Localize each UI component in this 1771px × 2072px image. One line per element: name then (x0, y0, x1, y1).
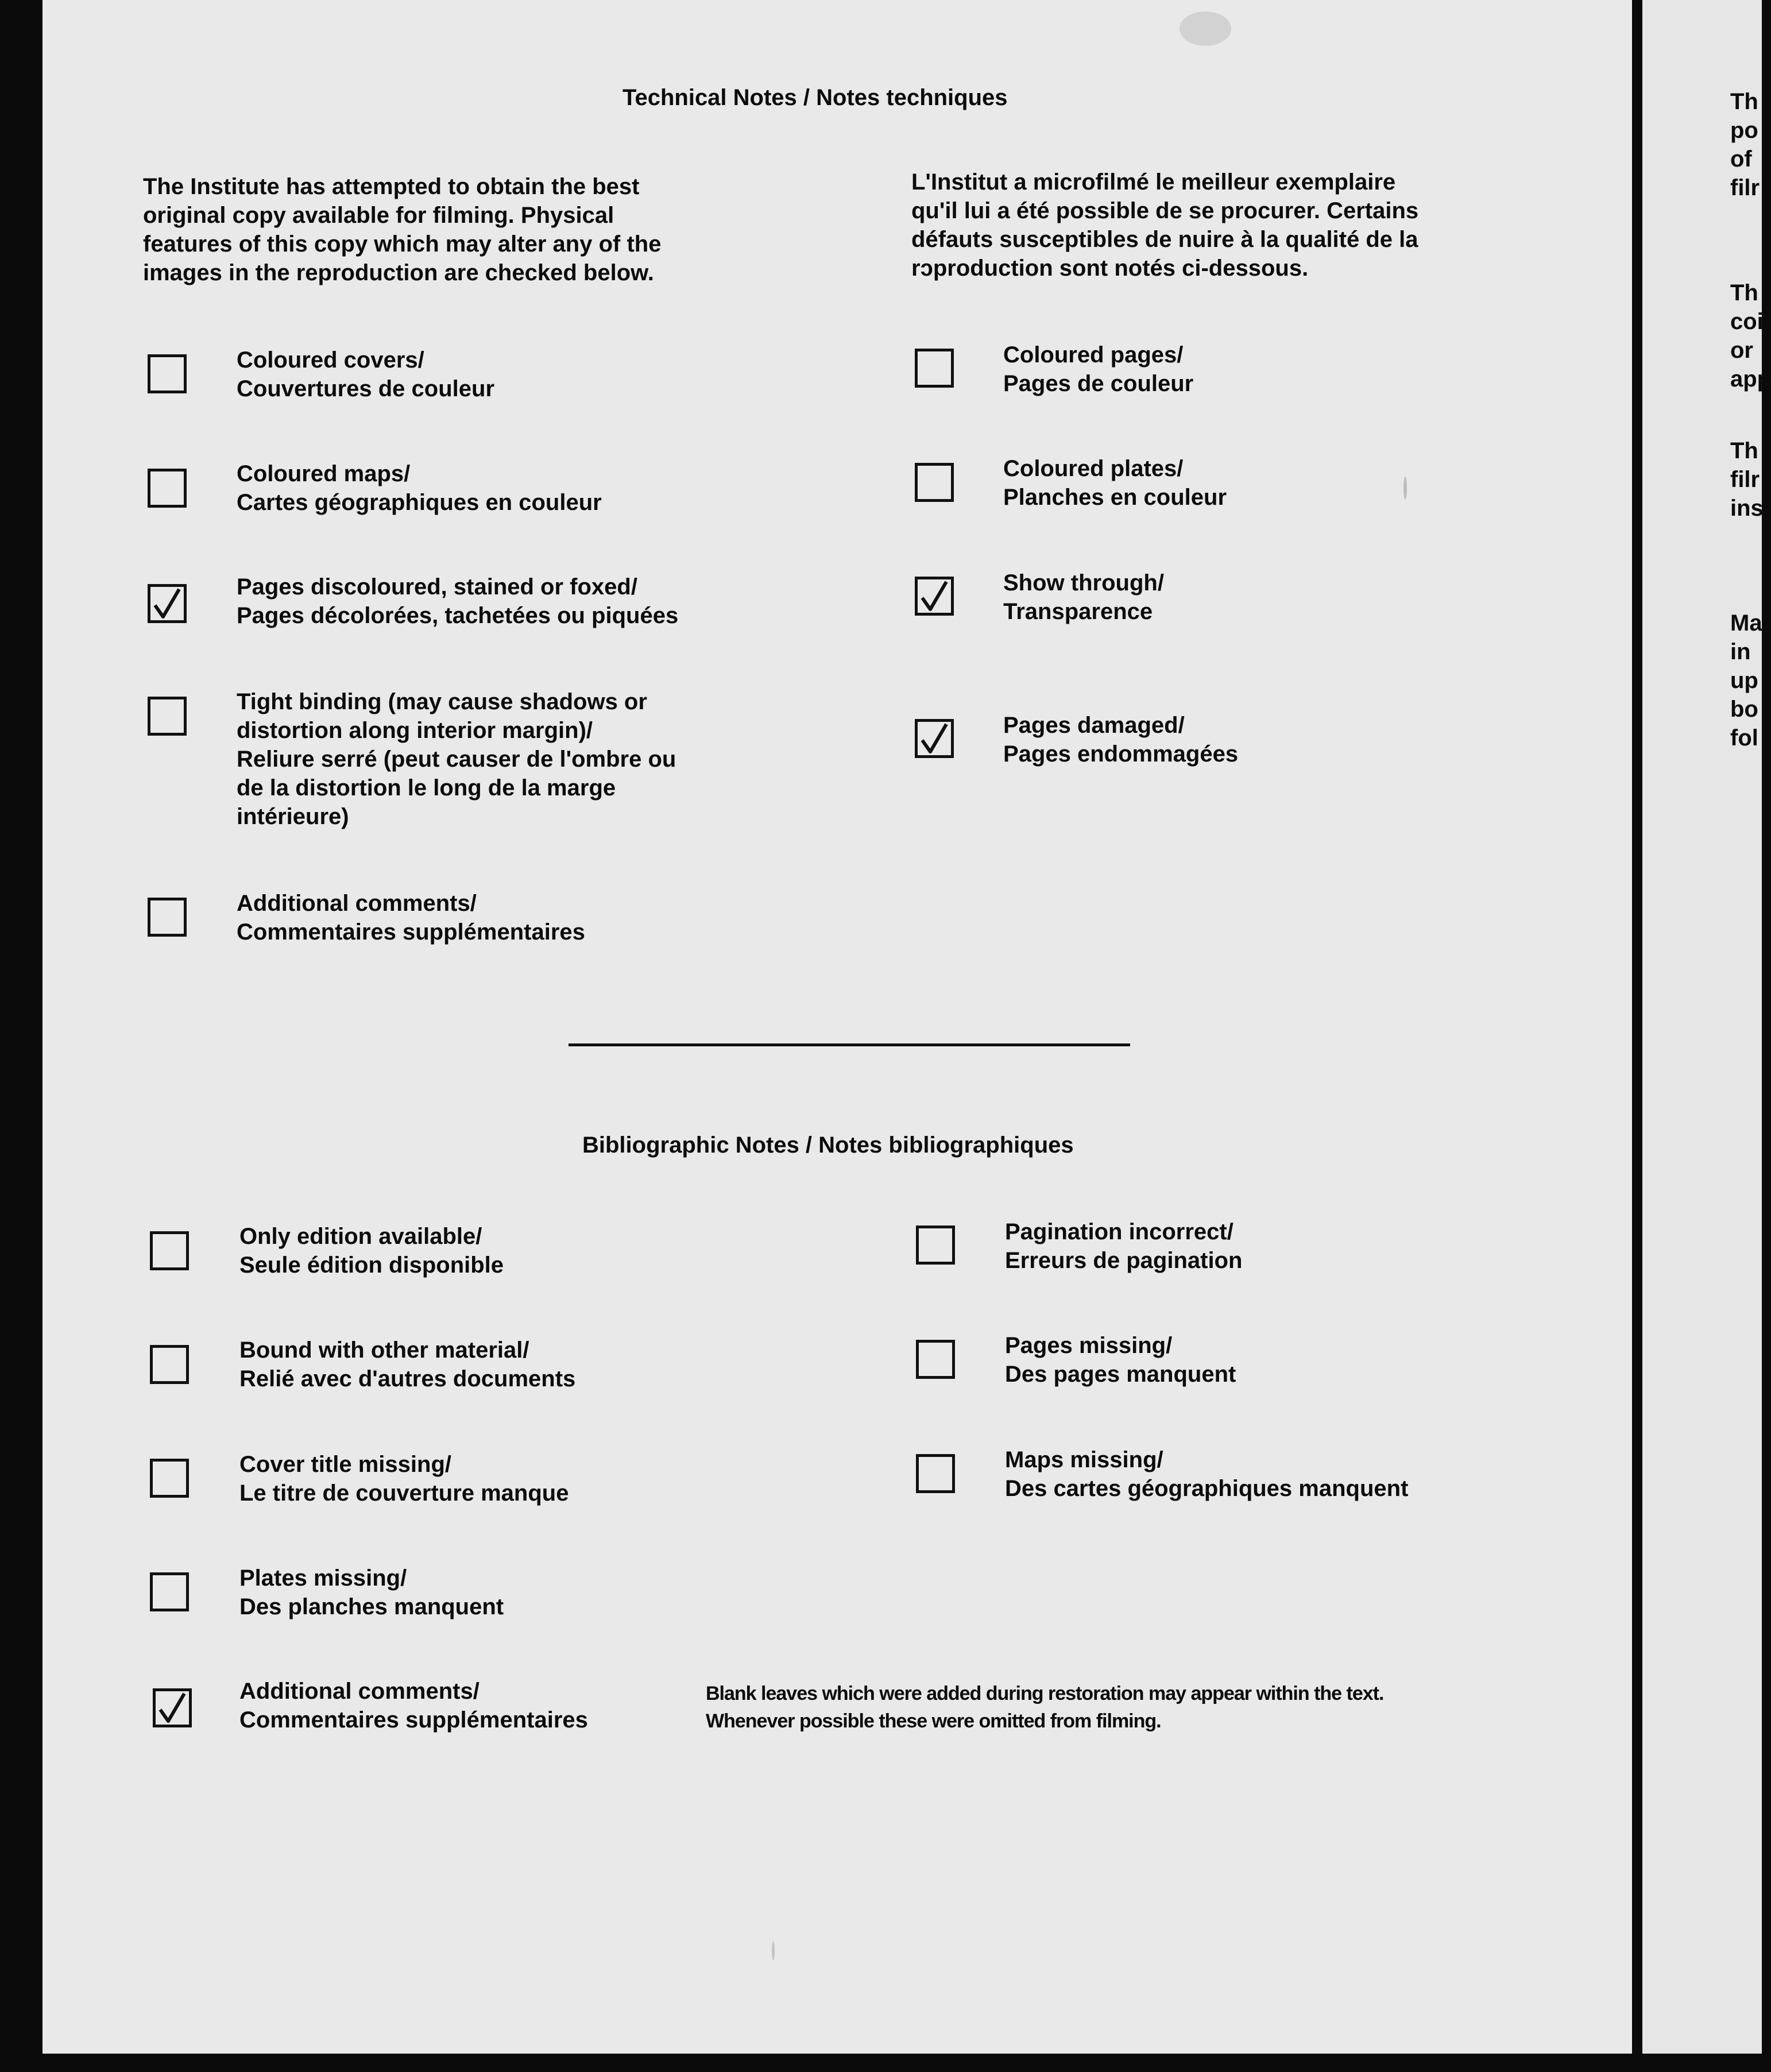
label-additional-comments-bibliographic: Additional comments/ Commentaires supplémentaires (239, 1679, 588, 1733)
intro-french: L'Institut a microfilmé le meilleur exemplaire qu'il lui a été possible de se procurer. Certains défauts susceptibles de nuire à la qualité de la rɔproduction sont notés ci-dessous. (911, 169, 1419, 281)
checkbox-cover-title-missing[interactable] (150, 1459, 189, 1498)
scan-mark (1403, 477, 1407, 500)
label-bound-with-other: Bound with other material/ Relié avec d'autres documents (239, 1337, 576, 1391)
adjacent-page-strip (1642, 0, 1771, 2054)
checkbox-coloured-pages[interactable] (915, 349, 954, 388)
checkbox-pages-missing[interactable] (916, 1340, 955, 1379)
checkbox-coloured-maps[interactable] (148, 469, 187, 508)
checkmark-icon (153, 590, 181, 619)
technical-notes-heading: Technical Notes / Notes techniques (622, 85, 1008, 110)
label-coloured-maps: Coloured maps/ Cartes géographiques en couleur (237, 461, 602, 515)
checkbox-tight-binding[interactable] (148, 697, 187, 736)
label-pagination-incorrect: Pagination incorrect/ Erreurs de pagination (1005, 1219, 1243, 1273)
page-gutter (1632, 0, 1642, 2054)
label-pages-missing: Pages missing/ Des pages manquent (1005, 1333, 1236, 1387)
checkbox-additional-comments-technical[interactable] (148, 898, 187, 937)
bibliographic-notes-heading: Bibliographic Notes / Notes bibliographiques (582, 1132, 1074, 1158)
label-cover-title-missing: Cover title missing/ Le titre de couverture manque (239, 1452, 569, 1506)
additional-comments-text: Blank leaves which were added during restoration may appear within the text. Whenever possible these were omitted from filming. (706, 1683, 1384, 1732)
label-plates-missing: Plates missing/ Des planches manquent (239, 1565, 504, 1619)
checkmark-icon (158, 1695, 187, 1723)
adjacent-paragraph-3: Th filr ins (1730, 438, 1764, 521)
scanned-page (42, 0, 1632, 2054)
scan-smudge (1180, 11, 1231, 46)
label-coloured-plates: Coloured plates/ Planches en couleur (1003, 456, 1227, 510)
label-only-edition: Only edition available/ Seule édition disponible (239, 1224, 504, 1278)
label-tight-binding: Tight binding (may cause shadows or distortion along interior margin)/ Reliure serré (peut causer de l'ombre ou de la distortion le long de la marge intérieure) (237, 689, 676, 829)
adjacent-paragraph-2: Th coi or app (1730, 280, 1771, 392)
checkbox-only-edition[interactable] (150, 1231, 189, 1270)
label-additional-comments-technical: Additional comments/ Commentaires supplémentaires (237, 891, 585, 945)
checkbox-coloured-covers[interactable] (148, 354, 187, 393)
adjacent-paragraph-1: Th po of filr (1730, 89, 1760, 200)
checkmark-icon (920, 583, 949, 612)
label-pages-damaged: Pages damaged/ Pages endommagées (1003, 713, 1239, 767)
checkbox-pages-damaged[interactable] (915, 719, 954, 758)
checkbox-coloured-plates[interactable] (915, 463, 954, 502)
adjacent-paragraph-4: Ma in up bo fol (1730, 610, 1762, 751)
label-pages-discoloured: Pages discoloured, stained or foxed/ Pages décolorées, tachetées ou piquées (237, 574, 679, 628)
checkmark-icon (920, 725, 949, 754)
checkbox-pages-discoloured[interactable] (148, 584, 187, 623)
label-coloured-covers: Coloured covers/ Couvertures de couleur (237, 347, 495, 401)
checkbox-plates-missing[interactable] (150, 1572, 189, 1611)
intro-english: The Institute has attempted to obtain the best original copy available for filming. Physical features of this copy which may alter any of the images in the reproduction are checked below. (143, 174, 662, 285)
label-maps-missing: Maps missing/ Des cartes géographiques manquent (1005, 1447, 1409, 1501)
checkbox-maps-missing[interactable] (916, 1454, 955, 1493)
label-coloured-pages: Coloured pages/ Pages de couleur (1003, 342, 1194, 396)
section-divider (569, 1043, 1130, 1046)
checkbox-additional-comments-bibliographic[interactable] (153, 1688, 192, 1727)
checkbox-show-through[interactable] (915, 577, 954, 616)
scan-mark (772, 1941, 775, 1961)
checkbox-pagination-incorrect[interactable] (916, 1226, 955, 1265)
checkbox-bound-with-other[interactable] (150, 1345, 189, 1384)
label-show-through: Show through/ Transparence (1003, 570, 1164, 624)
